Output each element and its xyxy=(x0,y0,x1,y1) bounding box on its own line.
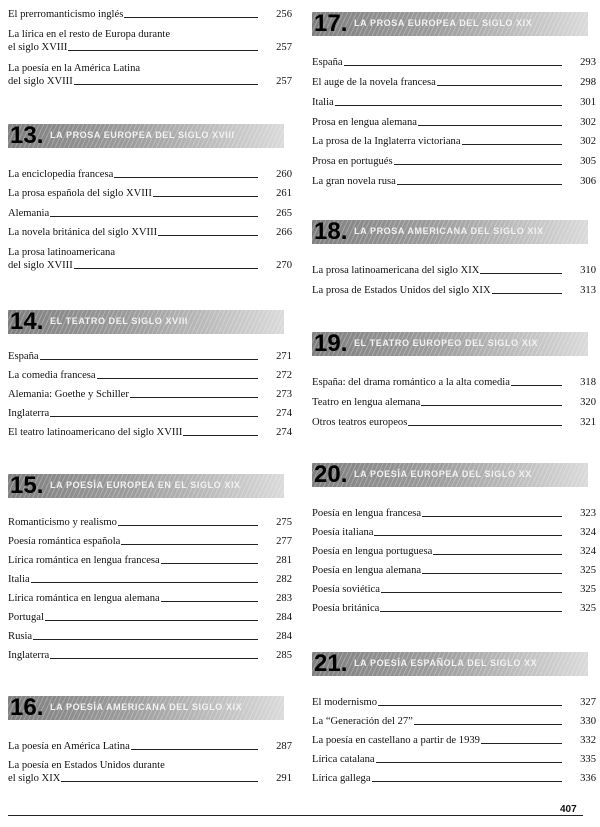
entry-title: Alemania xyxy=(8,208,50,219)
dot-leader xyxy=(118,525,258,526)
entry-title: La enciclopedia francesa xyxy=(8,169,114,180)
entry-title: Rusia xyxy=(8,631,33,642)
section-number: 18. xyxy=(314,218,348,245)
dot-leader xyxy=(50,658,258,659)
section-number: 20. xyxy=(314,461,348,488)
dot-leader xyxy=(50,416,258,417)
entry-page: 284 xyxy=(276,612,292,623)
entry-page: 283 xyxy=(276,593,292,604)
dot-leader xyxy=(414,724,562,725)
section-heading: LA POESÍA AMERICANA DEL SIGLO XIX xyxy=(50,702,243,712)
entry-title: Lírica catalana xyxy=(312,754,375,765)
entry-title: Italia xyxy=(312,97,334,108)
entry-page: 325 xyxy=(580,565,596,576)
toc-entry[interactable] xyxy=(8,740,292,753)
dot-leader xyxy=(462,144,562,145)
toc-entry[interactable] xyxy=(312,507,596,520)
toc-entry[interactable] xyxy=(8,8,292,21)
dot-leader xyxy=(372,781,562,782)
toc-entry[interactable] xyxy=(312,175,596,188)
dot-leader xyxy=(421,405,562,406)
section-banner xyxy=(312,332,588,356)
toc-entry[interactable] xyxy=(8,426,292,439)
toc-entry[interactable] xyxy=(312,734,596,747)
entry-title: La poesía en América Latina xyxy=(8,741,130,752)
entry-page: 310 xyxy=(580,265,596,276)
dot-leader xyxy=(114,177,258,178)
dot-leader xyxy=(408,425,562,426)
entry-page: 271 xyxy=(276,351,292,362)
dot-leader xyxy=(511,385,562,386)
entry-page: 302 xyxy=(580,117,596,128)
entry-page: 321 xyxy=(580,417,596,428)
dot-leader xyxy=(344,65,562,66)
entry-title: Otros teatros europeos xyxy=(312,417,408,428)
entry-page: 306 xyxy=(580,176,596,187)
toc-entry[interactable] xyxy=(312,135,596,148)
toc-entry[interactable] xyxy=(8,611,292,624)
dot-leader xyxy=(492,293,562,294)
section-heading: LA PROSA AMERICANA DEL SIGLO XIX xyxy=(354,226,544,236)
section-banner xyxy=(8,474,284,498)
dot-leader xyxy=(61,781,258,782)
entry-page: 313 xyxy=(580,285,596,296)
page-number: 407 xyxy=(560,804,577,815)
entry-page: 320 xyxy=(580,397,596,408)
entry-title: Romanticismo y realismo xyxy=(8,517,117,528)
toc-entry[interactable] xyxy=(312,602,596,615)
entry-page: 273 xyxy=(276,389,292,400)
toc-entry[interactable] xyxy=(312,264,596,277)
section-number: 16. xyxy=(10,694,44,721)
toc-entry[interactable] xyxy=(312,753,596,766)
dot-leader xyxy=(397,184,562,185)
entry-page: 287 xyxy=(276,741,292,752)
dot-leader xyxy=(161,601,258,602)
entry-title: El modernismo xyxy=(312,697,378,708)
section-banner xyxy=(8,124,284,148)
entry-page: 332 xyxy=(580,735,596,746)
toc-entry[interactable] xyxy=(8,369,292,382)
entry-page: 274 xyxy=(276,427,292,438)
toc-entry[interactable] xyxy=(8,226,292,239)
dot-leader xyxy=(124,17,258,18)
section-heading: LA PROSA EUROPEA DEL SIGLO XVIII xyxy=(50,130,235,140)
toc-entry[interactable] xyxy=(312,284,596,297)
section-heading: LA PROSA EUROPEA DEL SIGLO XIX xyxy=(354,18,533,28)
section-number: 19. xyxy=(314,330,348,357)
entry-page: 318 xyxy=(580,377,596,388)
entry-title: Lírica gallega xyxy=(312,773,371,784)
toc-entry[interactable] xyxy=(312,583,596,596)
toc-entry[interactable] xyxy=(312,564,596,577)
entry-page: 270 xyxy=(276,260,292,271)
entry-title: La novela británica del siglo XVIII xyxy=(8,227,158,238)
dot-leader xyxy=(45,620,258,621)
entry-title: Lírica romántica en lengua francesa xyxy=(8,555,160,566)
entry-title: La comedia francesa xyxy=(8,370,96,381)
dot-leader xyxy=(130,397,258,398)
entry-page: 324 xyxy=(580,527,596,538)
entry-title-continuation: del siglo XVIII xyxy=(8,76,73,87)
toc-entry[interactable] xyxy=(8,592,292,605)
dot-leader xyxy=(381,592,562,593)
toc-entry[interactable] xyxy=(312,396,596,409)
dot-leader xyxy=(335,105,562,106)
entry-title-continuation: el siglo XVIII xyxy=(8,42,68,53)
entry-page: 275 xyxy=(276,517,292,528)
entry-page: 325 xyxy=(580,584,596,595)
entry-title: Poesía en lengua alemana xyxy=(312,565,422,576)
dot-leader xyxy=(376,762,562,763)
toc-entry[interactable] xyxy=(312,76,596,89)
entry-title: Prosa en portugués xyxy=(312,156,393,167)
entry-title: El auge de la novela francesa xyxy=(312,77,436,88)
dot-leader xyxy=(422,516,562,517)
toc-entry[interactable] xyxy=(312,155,596,168)
toc-entry[interactable] xyxy=(8,516,292,529)
section-heading: EL TEATRO EUROPEO DEL SIGLO XIX xyxy=(354,338,539,348)
toc-entry[interactable] xyxy=(312,545,596,558)
entry-title: Teatro en lengua alemana xyxy=(312,397,421,408)
toc-entry[interactable] xyxy=(8,62,292,88)
entry-page: 301 xyxy=(580,97,596,108)
entry-title: España xyxy=(312,57,343,68)
dot-leader xyxy=(158,235,258,236)
toc-entry[interactable] xyxy=(8,187,292,200)
dot-leader xyxy=(418,125,562,126)
toc-entry[interactable] xyxy=(8,207,292,220)
dot-leader xyxy=(74,268,258,269)
entry-title-continuation: del siglo XVIII xyxy=(8,260,73,271)
dot-leader xyxy=(161,563,258,564)
entry-title: El prerromanticismo inglés xyxy=(8,9,124,20)
entry-page: 324 xyxy=(580,546,596,557)
dot-leader xyxy=(153,196,258,197)
entry-title: La prosa latinoamericana xyxy=(8,247,116,258)
dot-leader xyxy=(374,535,562,536)
entry-page: 256 xyxy=(276,9,292,20)
section-banner xyxy=(312,463,588,487)
toc-entry[interactable] xyxy=(312,116,596,129)
toc-entry[interactable] xyxy=(8,28,292,54)
entry-title: Poesía en lengua portuguesa xyxy=(312,546,433,557)
dot-leader xyxy=(97,378,258,379)
dot-leader xyxy=(183,435,258,436)
toc-entry[interactable] xyxy=(8,630,292,643)
toc-entry[interactable] xyxy=(8,350,292,363)
section-number: 21. xyxy=(314,650,348,677)
entry-page: 291 xyxy=(276,773,292,784)
dot-leader xyxy=(121,544,258,545)
entry-title: Poesía italiana xyxy=(312,527,374,538)
entry-page: 327 xyxy=(580,697,596,708)
entry-page: 330 xyxy=(580,716,596,727)
entry-page: 282 xyxy=(276,574,292,585)
entry-title: Inglaterra xyxy=(8,408,50,419)
toc-entry[interactable] xyxy=(312,416,596,429)
dot-leader xyxy=(31,582,258,583)
toc-entry[interactable] xyxy=(8,388,292,401)
toc-entry[interactable] xyxy=(312,96,596,109)
entry-title: España: del drama romántico a la alta comedia xyxy=(312,377,510,388)
toc-entry[interactable] xyxy=(8,407,292,420)
entry-page: 293 xyxy=(580,57,596,68)
entry-title: Inglaterra xyxy=(8,650,50,661)
section-banner xyxy=(8,310,284,334)
entry-title: Portugal xyxy=(8,612,44,623)
toc-entry[interactable] xyxy=(8,573,292,586)
entry-title: Prosa en lengua alemana xyxy=(312,117,418,128)
section-heading: EL TEATRO DEL SIGLO XVIII xyxy=(50,316,189,326)
entry-title: Italia xyxy=(8,574,30,585)
section-number: 13. xyxy=(10,122,44,149)
section-banner xyxy=(312,220,588,244)
dot-leader xyxy=(378,705,562,706)
section-banner xyxy=(312,652,588,676)
entry-title: La lírica en el resto de Europa durante xyxy=(8,29,171,40)
entry-page: 266 xyxy=(276,227,292,238)
toc-entry[interactable] xyxy=(8,649,292,662)
entry-title: El teatro latinoamericano del siglo XVIII xyxy=(8,427,183,438)
toc-entry[interactable] xyxy=(312,696,596,709)
entry-title: Poesía soviética xyxy=(312,584,380,595)
section-banner xyxy=(312,12,588,36)
dot-leader xyxy=(68,50,258,51)
toc-entry[interactable] xyxy=(8,246,292,272)
entry-page: 336 xyxy=(580,773,596,784)
entry-title: La poesía en Estados Unidos durante xyxy=(8,760,165,771)
toc-entry[interactable] xyxy=(8,759,292,785)
entry-page: 305 xyxy=(580,156,596,167)
entry-page: 257 xyxy=(276,42,292,53)
entry-page: 285 xyxy=(276,650,292,661)
entry-page: 272 xyxy=(276,370,292,381)
entry-title: Poesía británica xyxy=(312,603,380,614)
toc-entry[interactable] xyxy=(312,376,596,389)
entry-page: 323 xyxy=(580,508,596,519)
dot-leader xyxy=(480,273,562,274)
section-number: 17. xyxy=(314,10,348,37)
toc-entry[interactable] xyxy=(312,715,596,728)
entry-title: La poesía en castellano a partir de 1939 xyxy=(312,735,480,746)
toc-entry[interactable] xyxy=(312,772,596,785)
entry-title: Poesía romántica española xyxy=(8,536,121,547)
entry-page: 325 xyxy=(580,603,596,614)
section-number: 14. xyxy=(10,308,44,335)
entry-title: La gran novela rusa xyxy=(312,176,396,187)
section-heading: LA POESÍA EUROPEA DEL SIGLO XX xyxy=(354,469,532,479)
entry-title: La prosa de Estados Unidos del siglo XIX xyxy=(312,285,491,296)
entry-page: 261 xyxy=(276,188,292,199)
entry-page: 281 xyxy=(276,555,292,566)
entry-page: 257 xyxy=(276,76,292,87)
entry-page: 284 xyxy=(276,631,292,642)
entry-title: La prosa española del siglo XVIII xyxy=(8,188,152,199)
entry-title: La prosa latinoamericana del siglo XIX xyxy=(312,265,480,276)
toc-entry[interactable] xyxy=(8,535,292,548)
toc-entry[interactable] xyxy=(8,554,292,567)
section-heading: LA POESÍA ESPAÑOLA DEL SIGLO XX xyxy=(354,658,538,668)
dot-leader xyxy=(481,743,562,744)
dot-leader xyxy=(380,611,562,612)
entry-page: 265 xyxy=(276,208,292,219)
section-number: 15. xyxy=(10,472,44,499)
toc-entry[interactable] xyxy=(8,168,292,181)
entry-page: 274 xyxy=(276,408,292,419)
entry-title: Alemania: Goethe y Schiller xyxy=(8,389,129,400)
dot-leader xyxy=(422,573,562,574)
section-heading: LA POESÍA EUROPEA EN EL SIGLO XIX xyxy=(50,480,241,490)
entry-page: 277 xyxy=(276,536,292,547)
entry-page: 302 xyxy=(580,136,596,147)
entry-title-continuation: el siglo XIX xyxy=(8,773,61,784)
entry-title: España xyxy=(8,351,39,362)
entry-title: La prosa de la Inglaterra victoriana xyxy=(312,136,461,147)
entry-title: Lírica romántica en lengua alemana xyxy=(8,593,160,604)
section-banner xyxy=(8,696,284,720)
dot-leader xyxy=(50,216,258,217)
entry-page: 335 xyxy=(580,754,596,765)
entry-title: La poesía en la América Latina xyxy=(8,63,141,74)
entry-title: Poesía en lengua francesa xyxy=(312,508,422,519)
dot-leader xyxy=(74,84,258,85)
dot-leader xyxy=(433,554,562,555)
footer-rule xyxy=(8,815,583,816)
dot-leader xyxy=(40,359,258,360)
dot-leader xyxy=(131,749,258,750)
dot-leader xyxy=(437,85,562,86)
toc-entry[interactable] xyxy=(312,56,596,69)
entry-page: 298 xyxy=(580,77,596,88)
entry-page: 260 xyxy=(276,169,292,180)
entry-title: La “Generación del 27” xyxy=(312,716,413,727)
dot-leader xyxy=(394,164,562,165)
dot-leader xyxy=(33,639,258,640)
toc-entry[interactable] xyxy=(312,526,596,539)
